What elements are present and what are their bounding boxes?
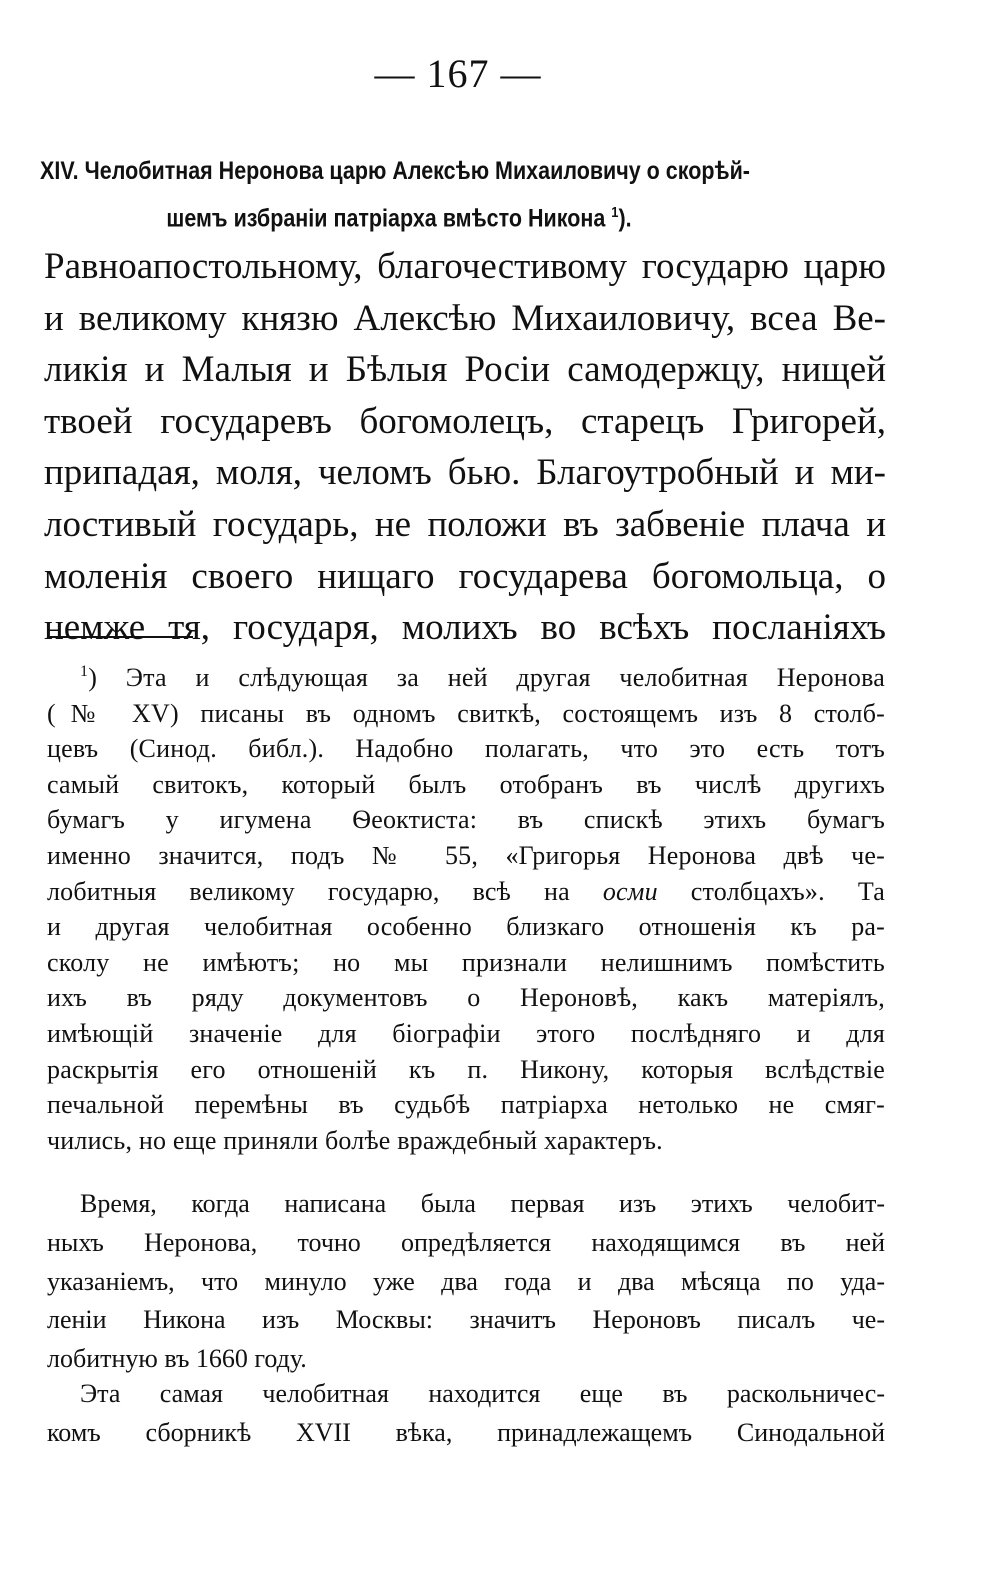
paragraph-line: указаніемъ, что минуло уже два года и два мѣсяца по уда- — [47, 1266, 885, 1296]
footnote-line: ихъ въ ряду документовъ о Нероновѣ, какъ матеріялъ, — [47, 983, 885, 1013]
body-line: и великому князю Алексѣю Михаиловичу, всеа Ве- — [44, 297, 886, 339]
footnote-line: именно значится, подъ № 55, «Григорья Неронова двѣ че- — [47, 840, 885, 870]
main-text — [44, 241, 886, 654]
footnote-line-1-text: ) Эта и слѣдующая за ней другая челобитная Неронова — [88, 663, 885, 692]
footnote-line-7-pre: лобитныя великому государю, всѣ на — [47, 876, 570, 906]
footnote-line: и другая челобитная особенно близкаго отношенія къ ра- — [47, 912, 885, 942]
paragraph-line: ныхъ Неронова, точно опредѣляется находящимся въ ней — [47, 1227, 885, 1257]
footnote-line-1 — [47, 654, 885, 696]
heading-line-2 — [40, 192, 886, 239]
footnote — [47, 654, 885, 1158]
body-line: ликія и Малыя и Бѣлыя Росіи самодержцу, нищей — [44, 349, 886, 391]
body-line: лостивый государь, не положи въ забвеніе плача и — [44, 503, 886, 545]
paragraph-line: комъ сборникѣ XVII вѣка, принадлежащемъ Синодальной — [47, 1417, 885, 1447]
paragraph-line: лобитную въ 1660 году. — [47, 1344, 307, 1374]
footnote-line: раскрытія его отношеній къ п. Никону, которыя вслѣдствіе — [47, 1054, 885, 1084]
paragraph-line: Эта самая челобитная находится еще въ раскольничес- — [80, 1379, 885, 1408]
footnote-line: чились, но еще приняли болѣе враждебный характеръ. — [47, 1125, 663, 1155]
body-line: моленія своего нищаго государева богомольца, о — [44, 555, 886, 597]
body-line: немже тя, государя, молихъ во всѣхъ посланіяхъ — [44, 607, 886, 649]
footnote-line: самый свитокъ, который былъ отобранъ въ числѣ другихъ — [47, 769, 885, 799]
footnote-line: сколу не имѣютъ; но мы признали нелишнимъ помѣстить — [47, 947, 885, 977]
footnote-line: бумагъ у игумена Ѳеоктиста: въ спискѣ этихъ бумагъ — [47, 805, 885, 835]
page-number: — 167 — — [374, 51, 542, 96]
footnote-paragraph-2 — [47, 1185, 885, 1379]
heading-footnote-ref: 1 — [611, 204, 619, 221]
body-line: Равноапостольному, благочестивому государю царю — [44, 246, 886, 287]
body-line: припадая, моля, челомъ бью. Благоутробный и ми- — [44, 452, 886, 494]
footnote-italic-word: осми — [602, 876, 658, 906]
heading-line-1: XIV. Челобитная Неронова царю Алексѣю Михаиловичу о скорѣй- — [40, 157, 750, 185]
footnote-divider — [47, 636, 193, 638]
footnote-marker: 1 — [80, 663, 89, 680]
paragraph-line: леніи Никона изъ Москвы: значитъ Нероновъ писалъ че- — [47, 1305, 885, 1335]
footnote-line-7-post: столбцахъ». Та — [690, 876, 886, 906]
footnote-line: имѣющій значеніе для біографіи этого послѣдняго и для — [47, 1018, 885, 1048]
heading-line-2-text: шемъ избраніи патріарха вмѣсто Никона — [166, 204, 606, 233]
footnote-line: печальной перемѣны въ судьбѣ патріарха нетолько не смяг- — [47, 1090, 885, 1120]
section-heading — [40, 150, 886, 239]
footnote-line: цевъ (Синод. библ.). Надобно полагать, что это есть тотъ — [47, 734, 885, 764]
footnote-line: (№ XV) писаны въ одномъ свиткѣ, состоящемъ изъ 8 столб- — [47, 698, 885, 728]
paragraph-line: Время, когда написана была первая изъ этихъ челобит- — [80, 1189, 885, 1218]
heading-line-2-tail: ). — [618, 204, 632, 233]
footnote-paragraph-3 — [47, 1375, 885, 1453]
footnote-line-7 — [47, 874, 885, 910]
body-line: твоей государевъ богомолецъ, старецъ Григорей, — [44, 400, 886, 442]
